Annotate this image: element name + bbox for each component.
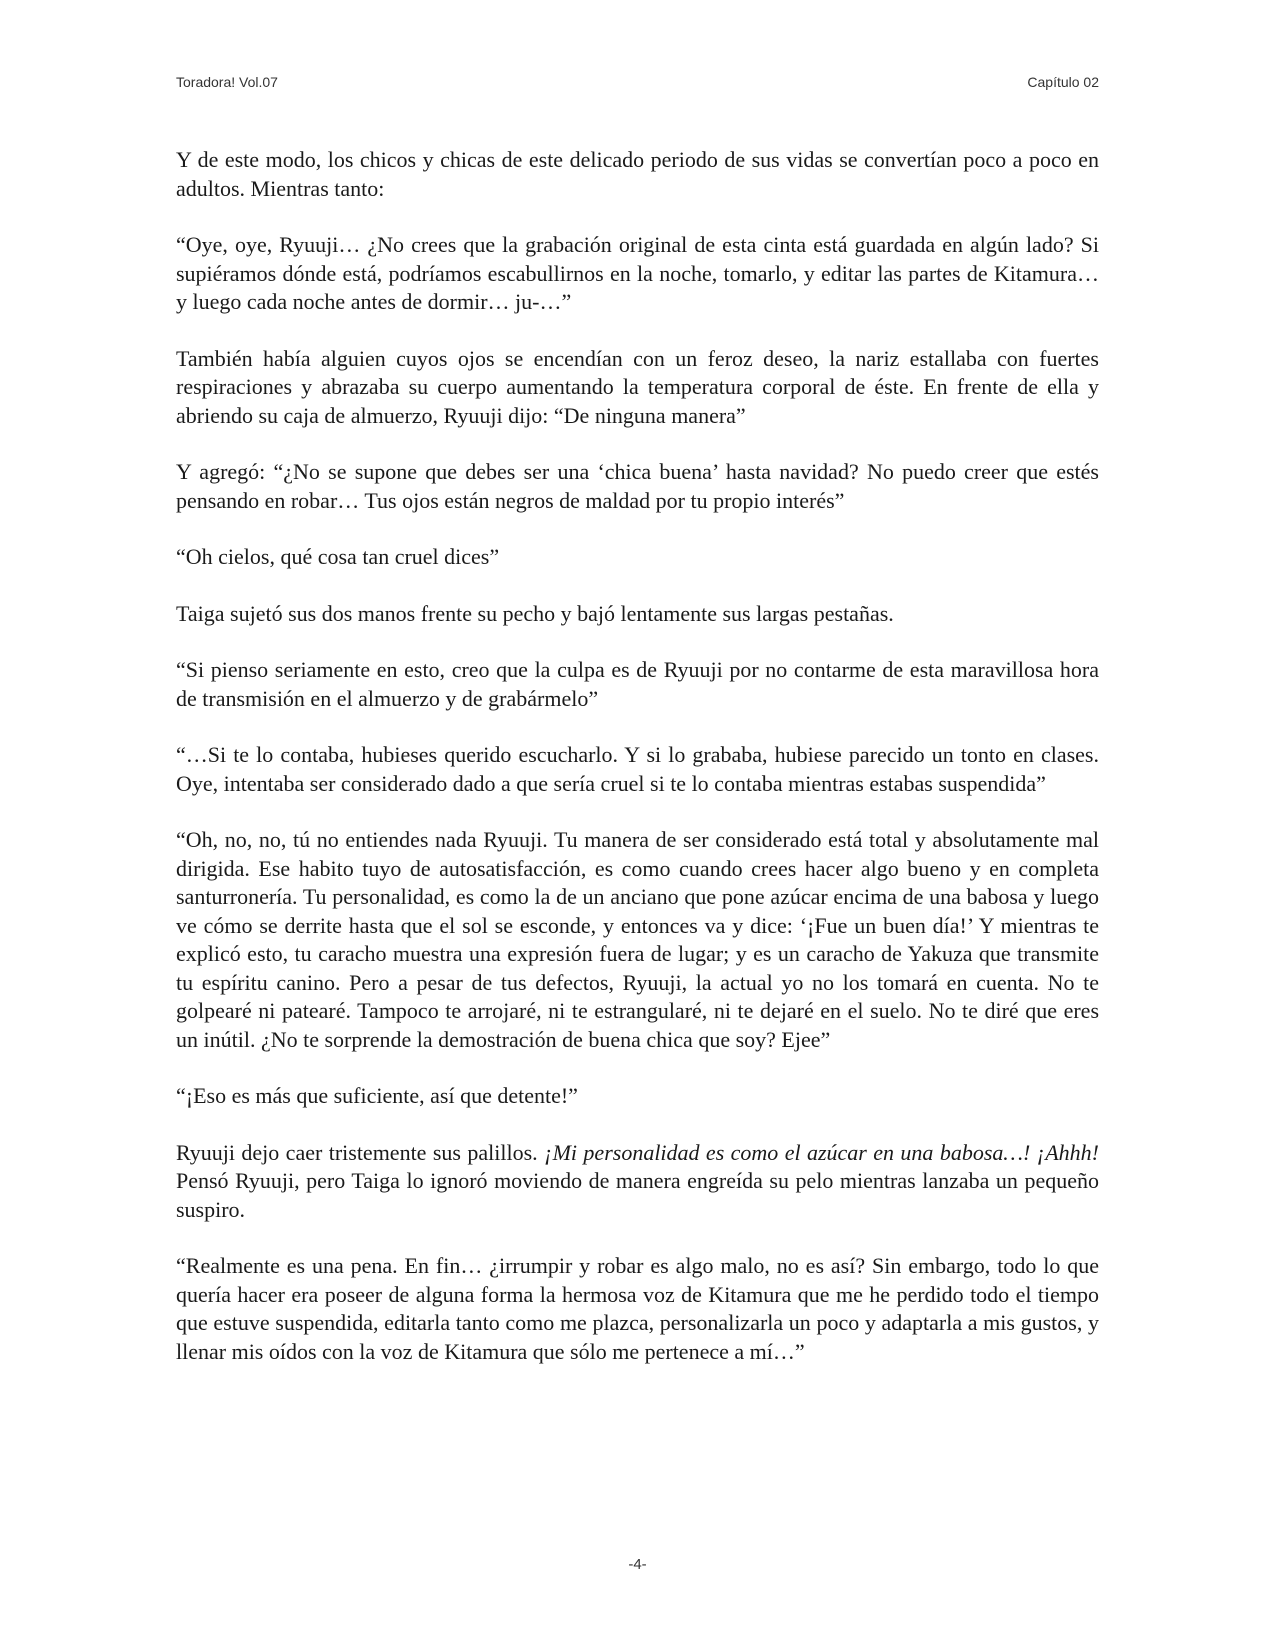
paragraph-4: Y agregó: “¿No se supone que debes ser una ‘chica buena’ hasta navidad? No puedo creer que estés pensando en robar… Tus ojos están negros de maldad por tu propio interés” (176, 459, 1099, 513)
header-chapter: Capítulo 02 (1027, 74, 1099, 90)
page-header (176, 74, 1099, 98)
paragraph-7: “Si pienso seriamente en esto, creo que la culpa es de Ryuuji por no contarme de esta maravillosa hora de transmisión en el almuerzo y de grabármelo” (176, 657, 1099, 711)
paragraph-2: “Oye, oye, Ryuuji… ¿No crees que la grabación original de esta cinta está guardada en algún lado? Si supiéramos dónde está, podríamos escabullirnos en la noche, tomarlo, y editar las partes de Kitamura… y luego cada noche antes de dormir… ju-…” (176, 232, 1099, 314)
paragraph-11-italic-thought: ¡Mi personalidad es como el azúcar en una babosa…! ¡Ahhh! (544, 1139, 1099, 1165)
page-number: -4- (628, 1556, 647, 1573)
paragraph-10: “¡Eso es más que suficiente, así que detente!” (176, 1083, 578, 1108)
paragraph-11 (176, 1139, 1099, 1225)
header-book-title: Toradora! Vol.07 (176, 74, 278, 90)
page-footer (0, 1556, 1275, 1573)
paragraph-9: “Oh, no, no, tú no entiendes nada Ryuuji. Tu manera de ser considerado está total y absolutamente mal dirigida. Ese habito tuyo de autosatisfacción, es como cuando crees hacer algo bueno y en completa santurronería. Tu personalidad, es como la de un anciano que pone azúcar encima de una babosa y luego ve cómo se derrite hasta que el sol se esconde, y entonces va y dice: ‘¡Fue un buen día!’ Y mientras te explicó esto, tu caracho muestra una expresión fuera de lugar; y es un caracho de Yakuza que transmite tu espíritu canino. Pero a pesar de tus defectos, Ryuuji, la actual yo no los tomará en cuenta. No te golpearé ni patearé. Tampoco te arrojaré, ni te estrangularé, ni te dejaré en el suelo. No te diré que eres un inútil. ¿No te sorprende la demostración de buena chica que soy? Ejee” (176, 827, 1099, 1052)
paragraph-5: “Oh cielos, qué cosa tan cruel dices” (176, 544, 500, 569)
page-body (176, 146, 1099, 1394)
paragraph-3: También había alguien cuyos ojos se encendían con un feroz deseo, la nariz estallaba con fuertes respiraciones y abrazaba su cuerpo aumentando la temperatura corporal de éste. En frente de ella y abriendo su caja de almuerzo, Ryuuji dijo: “De ninguna manera” (176, 345, 1099, 428)
paragraph-1: Y de este modo, los chicos y chicas de este delicado periodo de sus vidas se convertían poco a poco en adultos. Mientras tanto: (176, 147, 1099, 201)
paragraph-12: “Realmente es una pena. En fin… ¿irrumpir y robar es algo malo, no es así? Sin embargo, todo lo que quería hacer era poseer de alguna forma la hermosa voz de Kitamura que me he perdido todo el tiempo que estuve suspendida, editarla tanto como me plazca, personalizarla un poco y adaptarla a mis gustos, y llenar mis oídos con la voz de Kitamura que sólo me pertenece a mí…” (176, 1253, 1099, 1364)
paragraph-6: Taiga sujetó sus dos manos frente su pecho y bajó lentamente sus largas pestañas. (176, 600, 894, 626)
paragraph-11-text-b: Pensó Ryuuji, pero Taiga lo ignoró moviendo de manera engreída su pelo mientras lanzaba un pequeño suspiro. (176, 1168, 1099, 1222)
paragraph-8: “…Si te lo contaba, hubieses querido escucharlo. Y si lo grababa, hubiese parecido un tonto en clases. Oye, intentaba ser considerado dado a que sería cruel si te lo contaba mientras estabas suspendida” (176, 742, 1099, 796)
paragraph-11-text-a: Ryuuji dejo caer tristemente sus palillos. (176, 1139, 545, 1165)
